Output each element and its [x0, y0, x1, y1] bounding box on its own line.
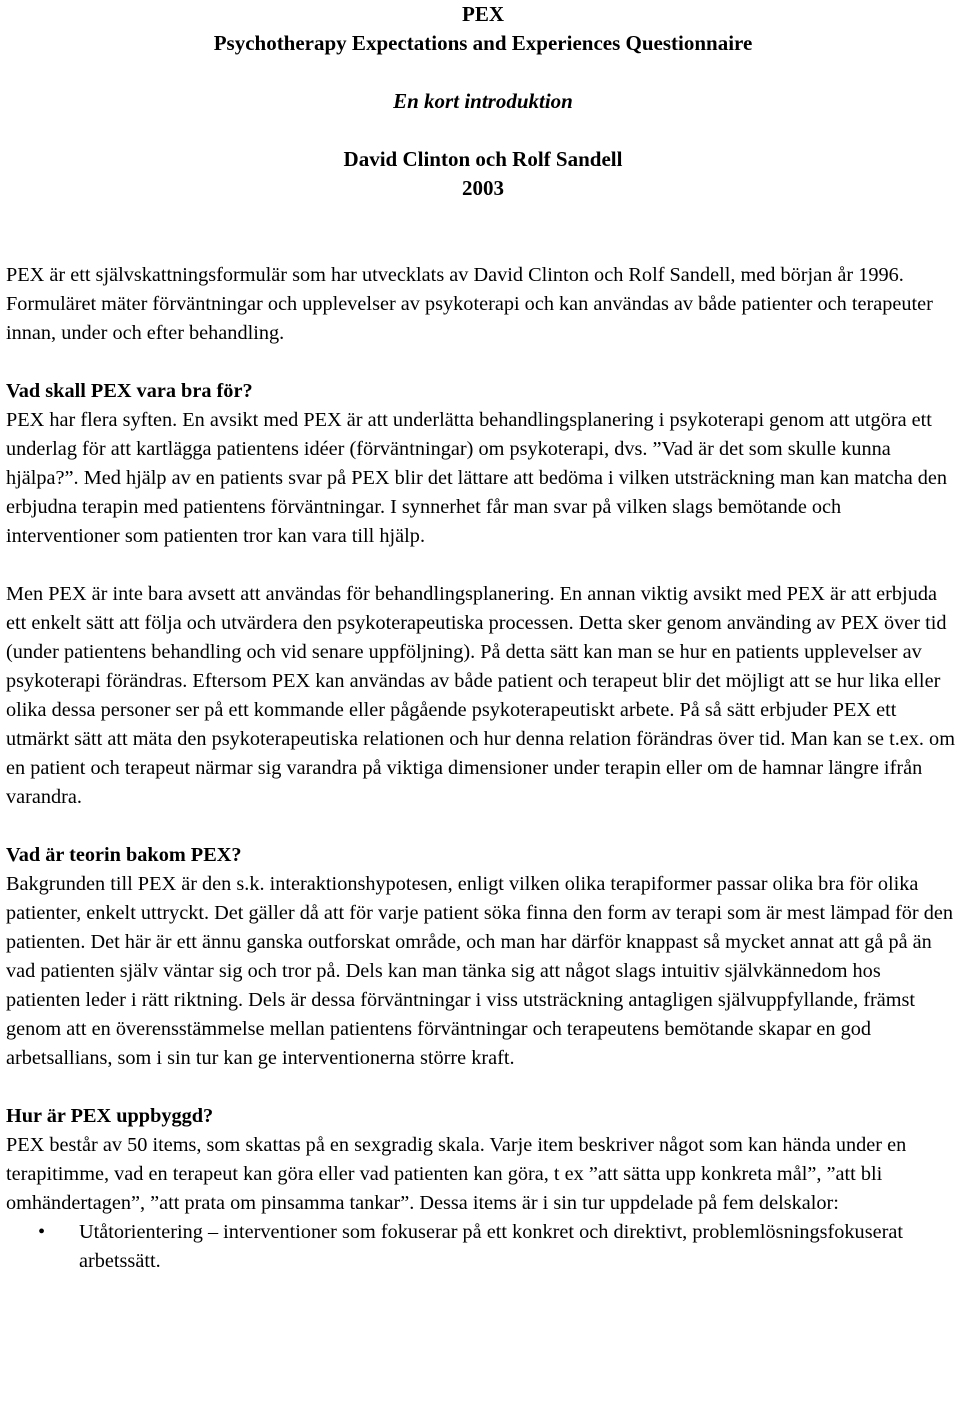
intro-paragraph: PEX är ett självskattningsformulär som har utvecklats av David Clinton och Rolf Sandell, med början år 1996. Formuläret mäter förväntningar och upplevelser av psykoterapi och kan användas av både patienter och terapeuter innan, under och efter behandling.	[6, 264, 933, 344]
doc-full-title: Psychotherapy Expectations and Experiences Questionnaire	[213, 31, 753, 55]
structure-paragraph: PEX består av 50 items, som skattas på en sexgradig skala. Varje item beskriver något som kan hända under en terapitimme, vad en terapeut kan göra eller vad patienten kan göra, t ex ”att sätta upp konkreta mål”, ”att bli omhändertagen”, ”att prata om pinsamma tankar”. Dessa items är i sin tur uppdelade på fem delskalor:	[6, 1134, 907, 1214]
spacer	[6, 551, 960, 580]
bullet-icon: •	[38, 1221, 46, 1243]
spacer	[6, 348, 960, 377]
purpose-paragraph-2: Men PEX är inte bara avsett att användas för behandlingsplanering. En annan viktig avsikt med PEX är att erbjuda ett enkelt sätt att följa och utvärdera den psykoterapeutiska processen. Detta sker genom använding av PEX över tid (under patientens behandling och vid senare uppföljning). På detta sätt kan man se hur en patients upplevelser av psykoterapi förändras. Eftersom PEX kan användas av både patient och terapeut blir det möjligt att se hur lika eller olika dessa personer ser på ett kommande eller pågående psykoterapeutiskt arbete. På så sätt erbjuder PEX ett utmärkt sätt att mäta den psykoterapeutiska relationen och hur denna relation förändras över tid. Man kan se t.ex. om en patient och terapeut närmar sig varandra på viktiga dimensioner under terapin eller om de hamnar längre ifrån varandra.	[6, 583, 955, 808]
purpose-paragraph-1: PEX har flera syften. En avsikt med PEX är att underlätta behandlingsplanering i psykoterapi genom att utgöra ett underlag för att kartlägga patientens idéer (förväntningar) om psykoterapi, dvs. ”Vad är det som skulle kunna hjälpa?”. Med hjälp av en patients svar på PEX blir det lättare att bedöma i vilken utsträckning man kan matcha den erbjudna terapin med patientens förväntningar. I synnerhet får man svar på vilken slags bemötande och interventioner som patienten tror kan vara till hjälp.	[6, 409, 948, 547]
bullet-text: Utåtorientering – interventioner som fokuserar på ett konkret och direktivt, problemlösningsfokuserat arbetssätt.	[79, 1221, 903, 1272]
doc-year: 2003	[462, 176, 504, 200]
doc-authors: David Clinton och Rolf Sandell	[343, 147, 623, 171]
spacer	[6, 1073, 960, 1102]
doc-title: PEX	[462, 2, 504, 26]
section-heading-structure: Hur är PEX uppbyggd?	[6, 1105, 214, 1127]
spacer	[6, 812, 960, 841]
theory-paragraph: Bakgrunden till PEX är den s.k. interaktionshypotesen, enligt vilken olika terapiformer passar olika bra för olika patienter, enkelt uttryckt. Det gäller då att för varje patient söka finna den form av terapi som är mest lämpad för den patienten. Det här är ett ännu ganska outforskat område, och man har därför knappast så mycket annat att gå på än vad patienten själv väntar sig och tror på. Dels kan man tänka sig att något slags intuitiv självkännedom hos patienten leder i rätt riktning. Dels är dessa förväntningar i viss utsträckning antagligen självuppfyllande, främst genom att en överensstämmelse mellan patientens förväntningar och terapeutens bemötande skapar en god arbetsallians, som i sin tur kan ge interventionerna större kraft.	[6, 873, 953, 1069]
list-item	[6, 1218, 960, 1276]
section-heading-purpose: Vad skall PEX vara bra för?	[6, 380, 253, 402]
section-heading-theory: Vad är teorin bakom PEX?	[6, 844, 242, 866]
doc-subtitle: En kort introduktion	[393, 89, 573, 113]
title-block	[6, 0, 960, 203]
